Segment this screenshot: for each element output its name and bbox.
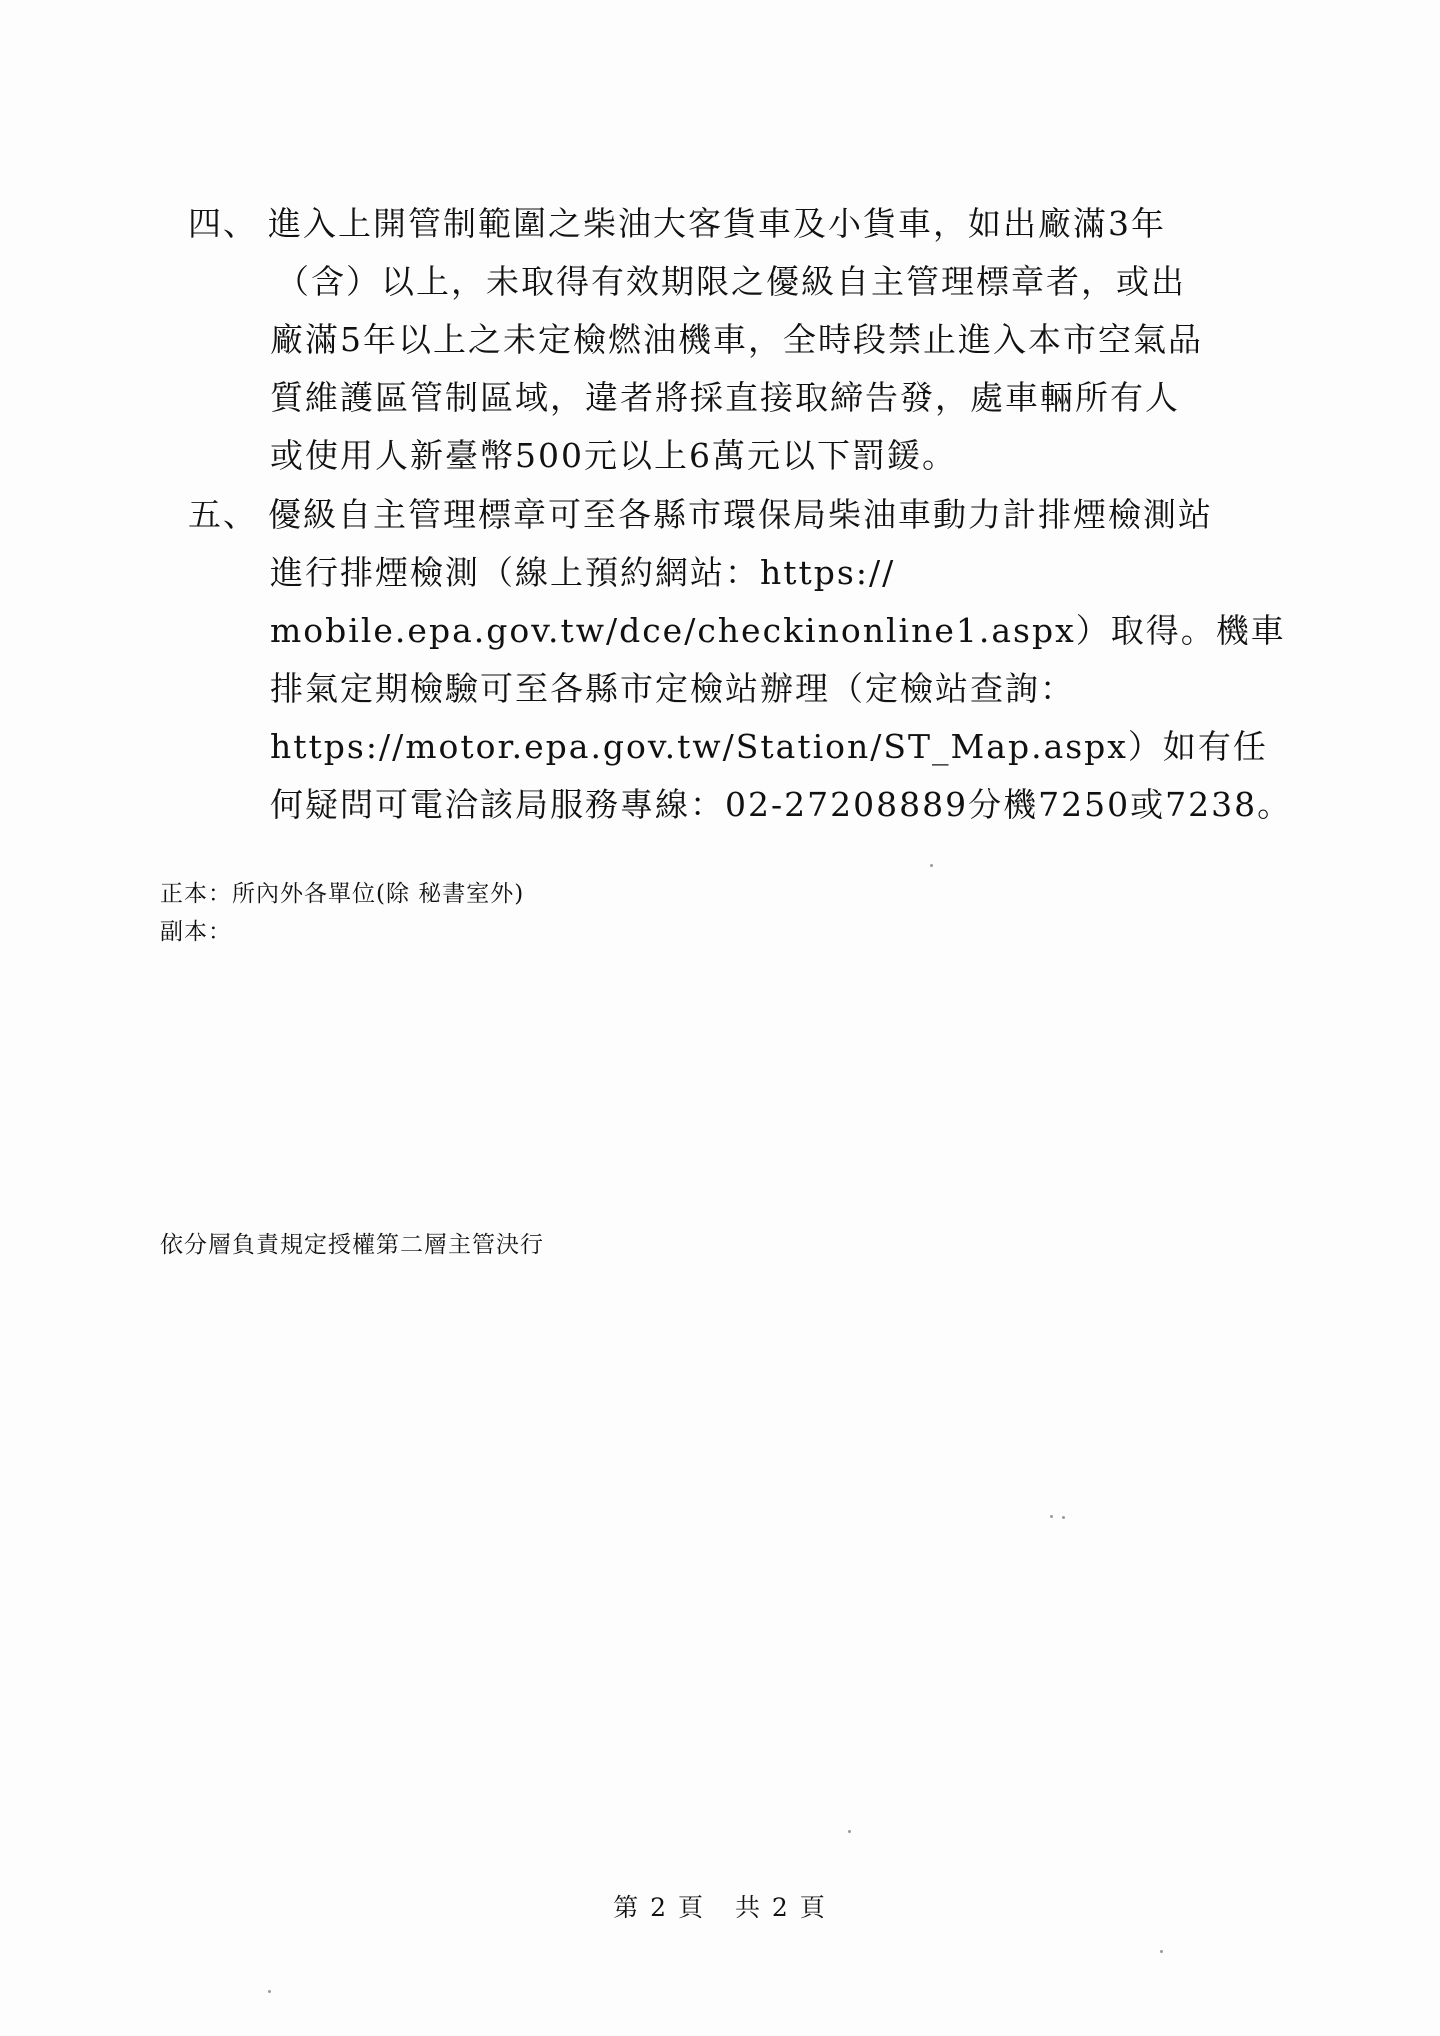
authorization-note: 依分層負責規定授權第二層主管決行 [160,1232,544,1258]
page-footer [0,1888,1440,1924]
item-text-line: 何疑問可電洽該局服務專線：02-27208889分機7250或7238。 [270,785,1293,824]
scan-speck [1050,1515,1053,1518]
scan-speck [268,1990,271,1993]
item-number: 五、 [188,495,258,534]
page-total: 共 2 頁 [734,1893,827,1922]
recipients-main: 正本：所內外各單位(除 秘書室外) [160,881,525,907]
item-number: 四、 [188,204,258,243]
item-text-line: 質維護區管制區域，違者將採直接取締告發，處車輛所有人 [270,378,1180,417]
item-text-line: 廠滿5年以上之未定檢燃油機車，全時段禁止進入本市空氣品 [270,320,1203,359]
scan-speck [1062,1516,1065,1519]
scan-speck [930,864,933,867]
scan-speck [1160,1950,1163,1953]
scan-speck [848,1830,851,1833]
item-text-line: 或使用人新臺幣500元以上6萬元以下罰鍰。 [270,436,957,475]
item-text-line: （含）以上，未取得有效期限之優級自主管理標章者，或出 [276,262,1186,301]
recipients-copy: 副本： [160,919,232,945]
item-text-line: 優級自主管理標章可至各縣市環保局柴油車動力計排煙檢測站 [268,495,1213,534]
item-text-line: mobile.epa.gov.tw/dce/checkinonline1.aspx）取得。機車 [270,611,1286,650]
item-text-line: 排氣定期檢驗可至各縣市定檢站辦理（定檢站查詢： [270,669,1075,708]
item-text-line: 進入上開管制範圍之柴油大客貨車及小貨車，如出廠滿3年 [268,204,1166,243]
page-number: 第 2 頁 [613,1893,706,1922]
item-text-line: https://motor.epa.gov.tw/Station/ST_Map.aspx）如有任 [270,727,1268,766]
item-text-line: 進行排煙檢測（線上預約網站：https:// [270,553,896,592]
